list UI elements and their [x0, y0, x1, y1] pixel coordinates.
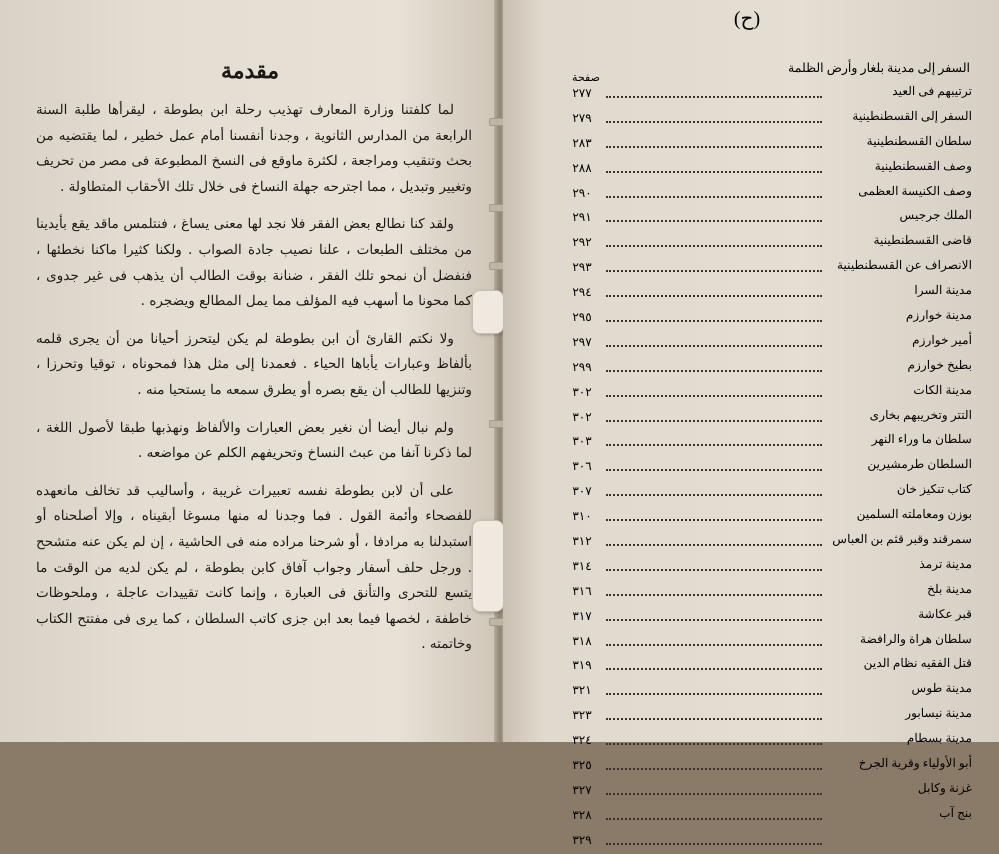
- introduction-body: [36, 98, 472, 670]
- page-title: مقدمة: [220, 58, 280, 84]
- toc-entry-title: مدينة ترمذ: [919, 556, 972, 571]
- toc-entry: [560, 206, 972, 231]
- toc-entry-page-number: ٣١٨: [572, 633, 592, 648]
- toc-entry: [560, 530, 972, 555]
- dot-leader: [606, 295, 822, 297]
- torn-paper-strip: [472, 520, 504, 612]
- toc-entry: [560, 480, 972, 505]
- dot-leader: [606, 220, 822, 222]
- toc-entry-title: قبر عكاشة: [918, 606, 972, 621]
- toc-entry: [560, 157, 972, 182]
- toc-entry-page-number: ٢٩٩: [572, 359, 592, 374]
- toc-entry-title: وصف الكنيسة العظمى: [858, 183, 972, 198]
- dot-leader: [606, 743, 822, 745]
- toc-entry: [560, 505, 972, 530]
- toc-entry-title: سلطان ما وراء النهر: [871, 432, 972, 447]
- dot-leader: [606, 718, 822, 720]
- page-column-header: صفحة: [572, 72, 600, 84]
- toc-section-heading: السفر إلى مدينة بلغار وأرض الظلمة: [788, 61, 970, 75]
- dot-leader: [606, 171, 822, 173]
- toc-entry-title: التتر وتخريبهم بخارى: [869, 407, 972, 422]
- dot-leader: [606, 668, 822, 670]
- toc-entry-page-number: ٢٩٧: [572, 334, 592, 349]
- toc-entry-page-number: ٣١٤: [572, 558, 592, 573]
- toc-entry: [560, 654, 972, 679]
- dot-leader: [606, 345, 822, 347]
- toc-entry: [560, 107, 972, 132]
- toc-entry-title: قاضى القسطنطينية: [873, 233, 972, 248]
- toc-entry-page-number: ٣١٧: [572, 608, 592, 623]
- toc-entry-page-number: ٣٢٩: [572, 832, 592, 847]
- dot-leader: [606, 245, 822, 247]
- toc-entry: [560, 82, 972, 107]
- dot-leader: [606, 644, 822, 646]
- toc-entry: [560, 630, 972, 655]
- toc-entry-page-number: ٢٨٣: [572, 135, 592, 150]
- toc-entry: [560, 605, 972, 630]
- toc-entry-title: مدينة بسطام: [906, 731, 972, 746]
- dot-leader: [606, 370, 822, 372]
- toc-entry-title: ترتيبهم فى العيد: [892, 84, 972, 98]
- toc-entry-title: غزنة وكابل: [917, 780, 972, 795]
- left-page: [0, 0, 497, 742]
- toc-entry-page-number: ٣٢٤: [572, 733, 592, 748]
- dot-leader: [606, 96, 822, 98]
- toc-entry: [560, 356, 972, 381]
- toc-entry-page-number: ٢٩٠: [572, 185, 592, 200]
- dot-leader: [606, 569, 822, 571]
- toc-entry-page-number: ٣٠٦: [572, 459, 592, 474]
- toc-entry: [560, 455, 972, 480]
- paragraph: ولقد كنا نطالع بعض الفقر فلا نجد لها معنى يساغ ، فنتلمس ماقد يقع بأيدينا من مختلف الطبعات ، علنا نصيب جادة الصواب . ولكنا كثيرا ماكنا نخطئها ، فنفضل أن نمحو تلك الفقر ، ضنانة بوقت الطالب أن يذهب فى غير جدوى ، كما محونا ما أسهب فيه المؤلف مما يمل المطالع ويضجره .: [36, 216, 472, 310]
- toc-entry-page-number: ٣٢٣: [572, 708, 592, 723]
- toc-entry-page-number: ٢٩٣: [572, 260, 592, 275]
- toc-entry: [560, 430, 972, 455]
- toc-entry: [560, 281, 972, 306]
- toc-entry-page-number: ٢٧٩: [572, 110, 592, 125]
- toc-entry-title: الانصراف عن القسطنطينية: [836, 258, 972, 273]
- toc-entry-title: مدينة بلخ: [927, 581, 972, 596]
- toc-entry-page-number: ٢٩٢: [572, 235, 592, 250]
- dot-leader: [606, 196, 822, 198]
- dot-leader: [606, 420, 822, 422]
- toc-entry-title: مدينة السرا: [914, 283, 972, 298]
- toc-entry-page-number: ٣٢٨: [572, 807, 592, 822]
- dot-leader: [606, 121, 822, 123]
- toc-entry-page-number: ٣١٩: [572, 658, 592, 673]
- toc-entry-title: أمير خوارزم: [912, 332, 972, 347]
- page-number: (ح): [733, 8, 761, 30]
- toc-entry: [560, 580, 972, 605]
- toc-entry-page-number: ٣٠٧: [572, 484, 592, 499]
- dot-leader: [606, 320, 822, 322]
- dot-leader: [606, 843, 822, 845]
- dot-leader: [606, 768, 822, 770]
- toc-entry-page-number: ٣٠٢: [572, 384, 592, 399]
- paragraph: على أن لابن بطوطة نفسه تعبيرات غريبة ، وأساليب قد تخالف مانعهده للفصحاء وأئمة القول . فما وجدنا له منها مسوغا أبقيناه ، وإلا أصلحناه أو استبدلنا به مرادفا ، أو شرحنا مراده منه فى الحاشية ، إن لم يكن عنه متشحح . ورجل حلف أسفار وجواب آفاق كابن بطوطة ، لم يكن لديه من الوقت ما يتسع للتحرى والتأنق فى العبارة ، وإنما كانت تقييدات عاجلة ، وملحوظات خاطفة ، لخصها فيما بعد ابن جزى كاتب السلطان ، كما يرى فى مفتتح الكتاب وخاتمته .: [36, 482, 472, 653]
- toc-entry-page-number: ٣٢٥: [572, 758, 592, 773]
- toc-entry-title: بنج آب: [939, 805, 972, 820]
- dot-leader: [606, 494, 822, 496]
- dot-leader: [606, 818, 822, 820]
- toc-entry-page-number: ٣٠٣: [572, 434, 592, 449]
- toc-entry: [560, 679, 972, 704]
- dot-leader: [606, 793, 822, 795]
- dot-leader: [606, 395, 822, 397]
- toc-entry-page-number: ٣٠٢: [572, 409, 592, 424]
- toc-entry-title: قتل الفقيه نظام الدين: [863, 656, 972, 671]
- toc-entry-title: سلطان هراة والرافضة: [860, 631, 972, 646]
- toc-entry: [560, 381, 972, 406]
- toc-entry-page-number: ٣١٢: [572, 534, 592, 549]
- toc-entry-title: سلطان القسطنطينية: [866, 133, 972, 148]
- toc-entry: [560, 331, 972, 356]
- dot-leader: [606, 270, 822, 272]
- toc-entry-title: السفر إلى القسطنطينية: [852, 108, 972, 123]
- toc-entry-page-number: ٢٩٥: [572, 310, 592, 325]
- toc-entry-title: مدينة الكات: [913, 382, 972, 397]
- toc-entry: [560, 804, 972, 829]
- toc-entry-page-number: ٣١٠: [572, 509, 592, 524]
- toc-entry-title: السلطان طرمشيرين: [867, 457, 972, 472]
- toc-entry: [560, 306, 972, 331]
- dot-leader: [606, 544, 822, 546]
- toc-entry: [560, 182, 972, 207]
- toc-entry-title: الملك جرجيس: [899, 208, 972, 223]
- toc-entry-title: كتاب تنكيز خان: [896, 482, 972, 497]
- toc-entry: [560, 231, 972, 256]
- toc-entry: [560, 555, 972, 580]
- toc-entry: [560, 256, 972, 281]
- toc-entry-title: سمرقند وقبر قثم بن العباس: [832, 532, 972, 547]
- toc-entry-page-number: ٣٢٧: [572, 782, 592, 797]
- toc-entry: [560, 779, 972, 804]
- dot-leader: [606, 619, 822, 621]
- toc-entry: [560, 729, 972, 754]
- toc-entry-page-number: ٢٩١: [572, 210, 592, 225]
- toc-entry-page-number: ٢٧٧: [572, 86, 592, 100]
- toc-entry: [560, 132, 972, 157]
- toc-entry-page-number: ٢٨٨: [572, 160, 592, 175]
- paragraph: لما كلفتنا وزارة المعارف تهذيب رحلة ابن بطوطة ، ليقرأها طلبة السنة الرابعة من المدارس الثانوية ، وجدنا أنفسنا أمام عمل خطير ، لما يقتضيه من بحث وتنقيب ومراجعة ، لكثرة ماوقع فى النسخ المطبوعة فى مصر من تحريف وتغيير وتبديل ، مما اجترحه جهلة النساخ فى خلال تلك الأحقاب المتطاولة .: [36, 102, 472, 195]
- dot-leader: [606, 444, 822, 446]
- toc-entry-title: مدينة نيسابور: [905, 706, 972, 721]
- toc-entry-page-number: ٢٩٤: [572, 285, 592, 300]
- table-of-contents: [560, 82, 972, 854]
- toc-entry-title: بطيخ خوارزم: [907, 357, 972, 372]
- toc-entry-title: أبو الأولياء وقرية الجرخ: [858, 756, 972, 771]
- paragraph: ولم نبال أيضا أن نغير بعض العبارات والألفاظ ونهذبها طبقا لأصول اللغة ، لما ذكرنا آنفا من عبث النساخ وتحريفهم الكلم عن مواضعه .: [36, 419, 472, 462]
- dot-leader: [606, 519, 822, 521]
- dot-leader: [606, 469, 822, 471]
- toc-entry-title: بوزن ومعاملته السلمين: [856, 507, 972, 522]
- toc-entry-title: مدينة طوس: [911, 681, 972, 696]
- toc-entry: [560, 704, 972, 729]
- toc-entry: [560, 406, 972, 431]
- torn-paper-strip: [472, 290, 504, 334]
- dot-leader: [606, 693, 822, 695]
- toc-entry-title: وصف القسطنطينية: [874, 158, 972, 173]
- toc-entry: [560, 754, 972, 779]
- dot-leader: [606, 594, 822, 596]
- toc-entry: [560, 829, 972, 854]
- toc-entry-page-number: ٣٢١: [572, 683, 592, 698]
- toc-entry-page-number: ٣١٦: [572, 583, 592, 598]
- dot-leader: [606, 146, 822, 148]
- toc-entry-title: مدينة خوارزم: [905, 308, 972, 323]
- paragraph: ولا نكتم القارئ أن ابن بطوطة لم يكن ليتحرز أحيانا من أن يجرى قلمه بألفاظ وعبارات يأباها الحياء . فعمدنا إلى مثل هذا فمحوناه ، توقيا وتحرزا ، وتنزيها للطالب أن يقع بصره أو يطرق سمعه ما يستحيا منه .: [36, 330, 472, 398]
